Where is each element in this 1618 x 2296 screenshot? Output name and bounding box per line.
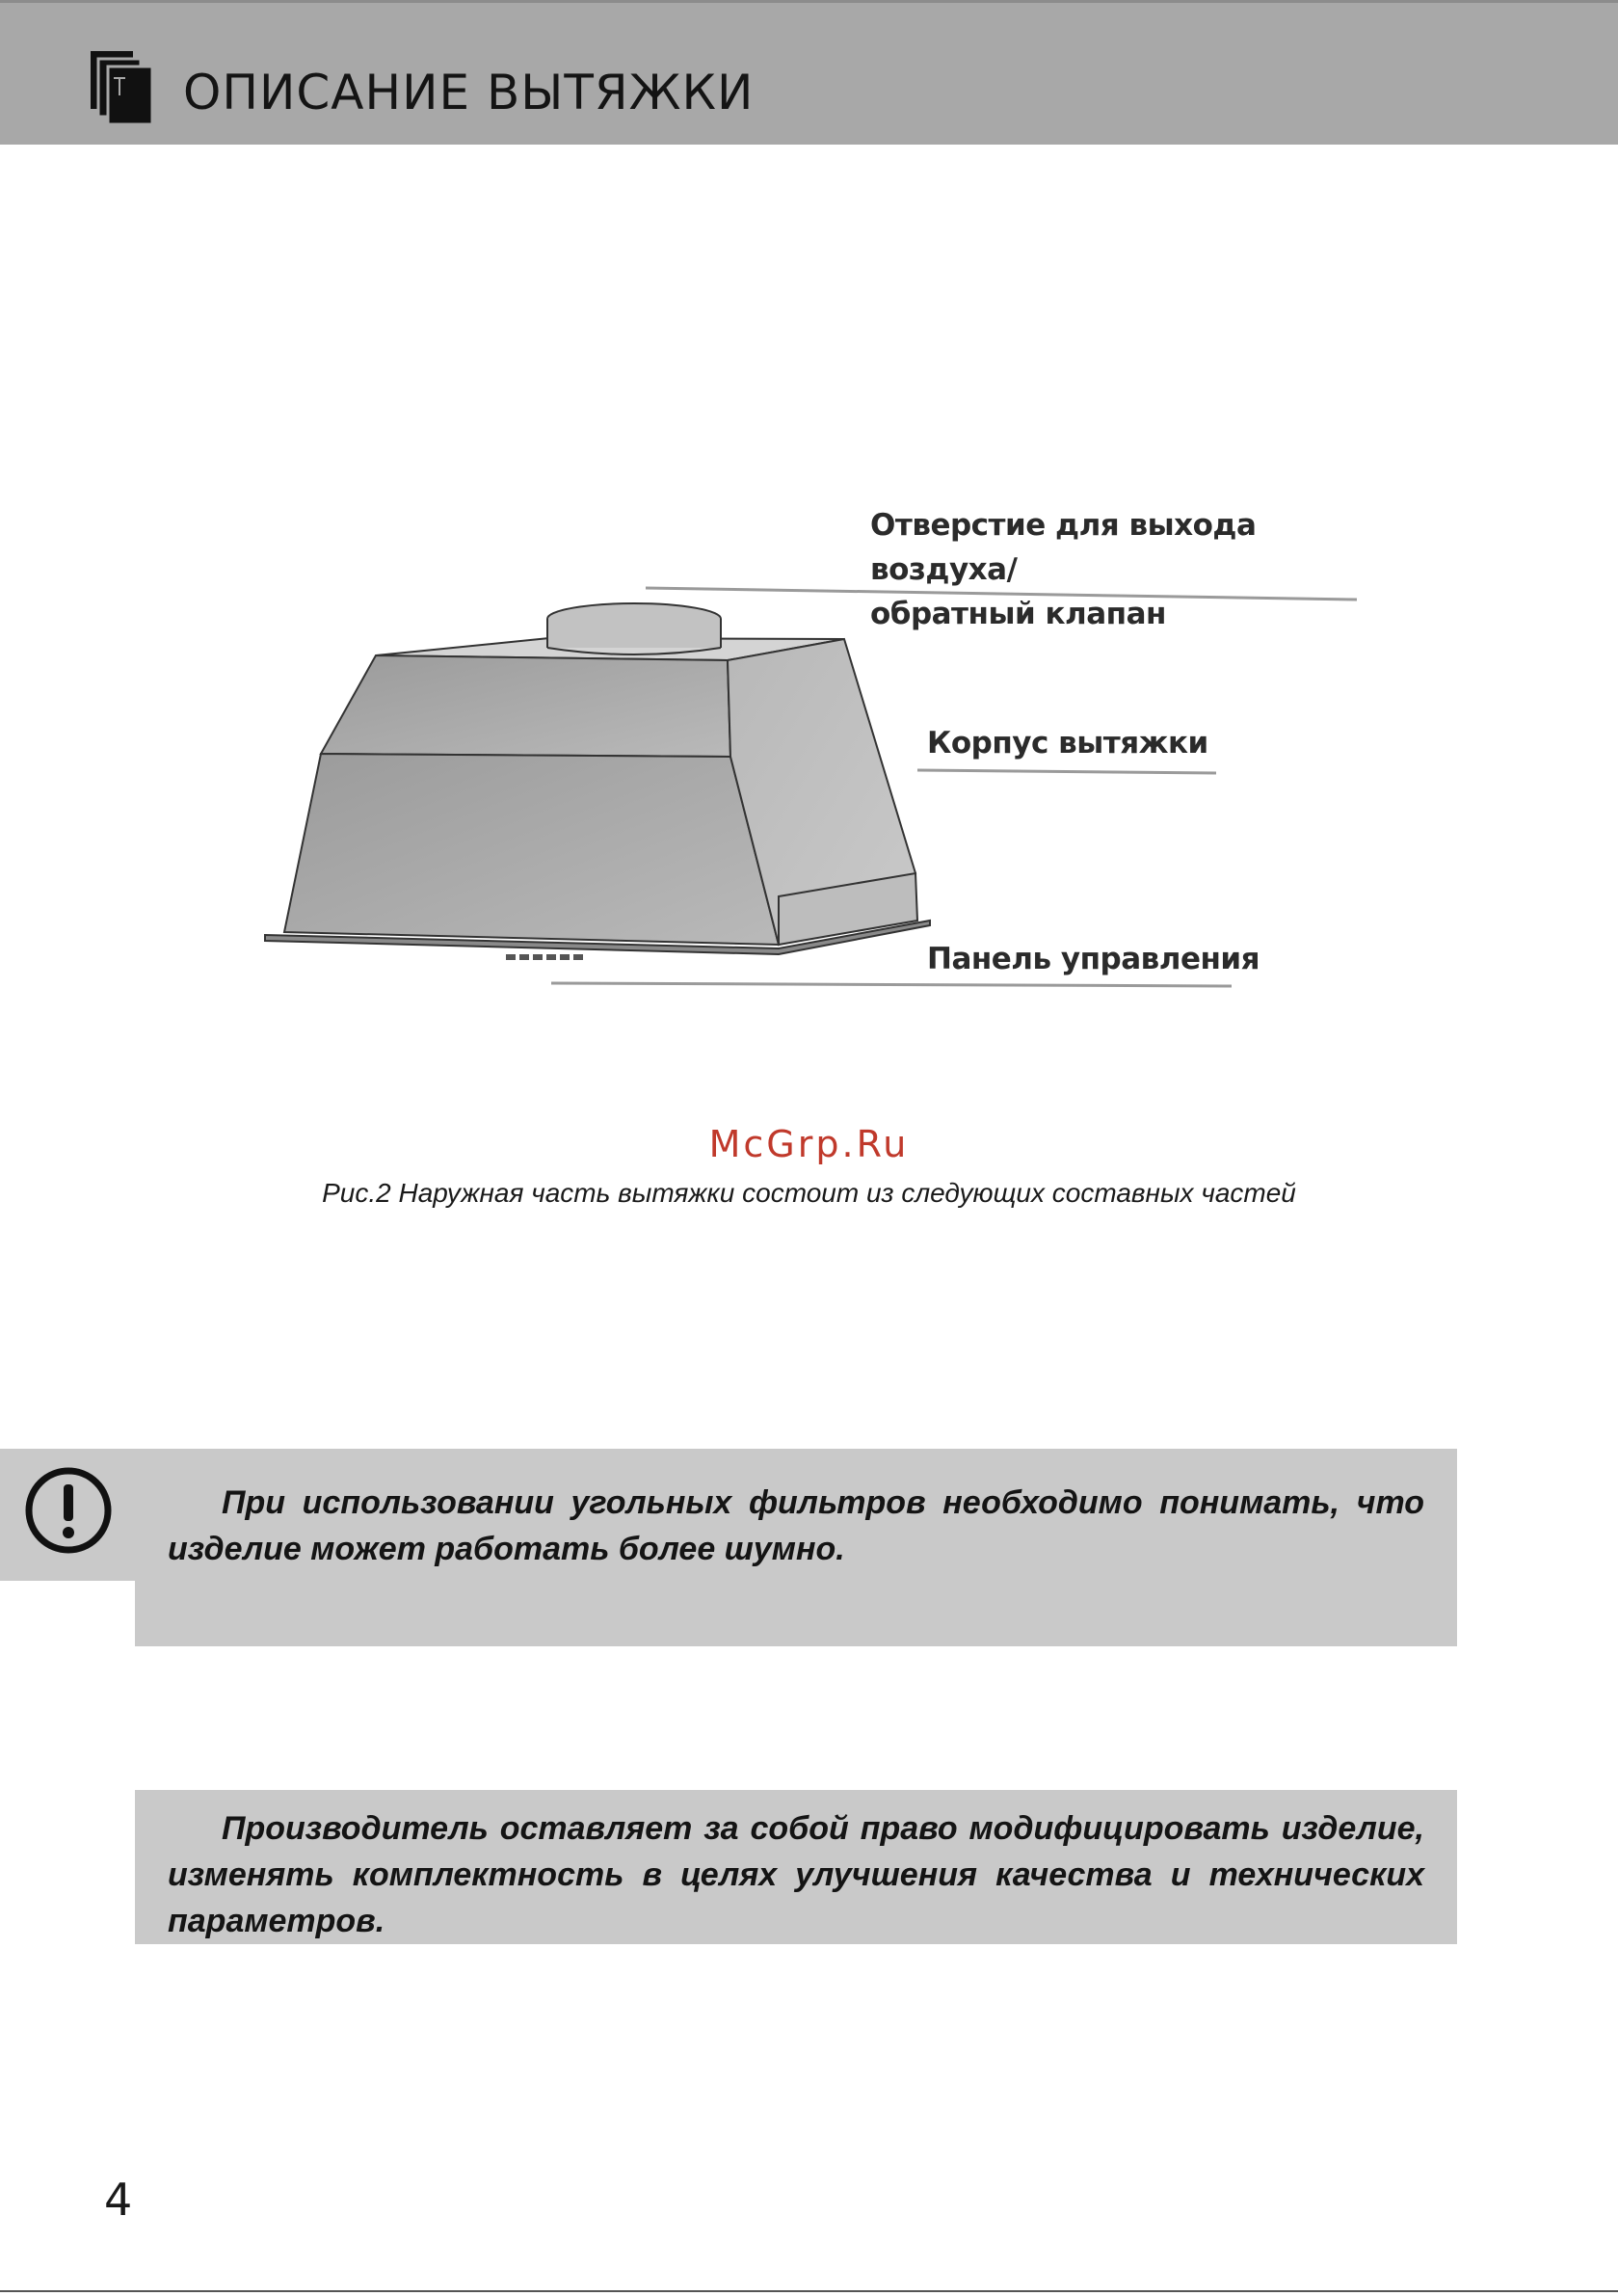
note-text: При использовании угольных фильтров необходимо понимать, что изделие может работать более шумно. <box>168 1484 1424 1567</box>
figure-caption: Рис.2 Наружная часть вытяжки состоит из следующих составных частей <box>322 1178 1296 1208</box>
callout-air-outlet <box>870 503 1371 636</box>
callout-air-outlet-line1: Отверстие для выхода воздуха/ <box>870 508 1257 587</box>
page-number: 4 <box>104 2174 133 2226</box>
bottom-rule <box>0 2290 1618 2292</box>
watermark: McGrp.Ru <box>708 1123 910 1165</box>
book-stack-icon <box>89 49 156 126</box>
header-bar <box>0 0 1618 145</box>
callout-control-panel: Панель управления <box>927 942 1260 976</box>
exclamation-circle-icon <box>23 1465 114 1556</box>
note-text: Производитель оставляет за собой право модифицировать изделие, изменять комплектность в целях улучшения качества и технических параметров. <box>168 1810 1424 1939</box>
control-buttons <box>506 954 583 960</box>
note-charcoal-filters <box>135 1449 1457 1646</box>
page-title: ОПИСАНИЕ ВЫТЯЖКИ <box>183 65 755 120</box>
note-manufacturer-rights <box>135 1790 1457 1944</box>
callout-body: Корпус вытяжки <box>927 726 1208 761</box>
callout-air-outlet-line2: обратный клапан <box>870 597 1166 631</box>
